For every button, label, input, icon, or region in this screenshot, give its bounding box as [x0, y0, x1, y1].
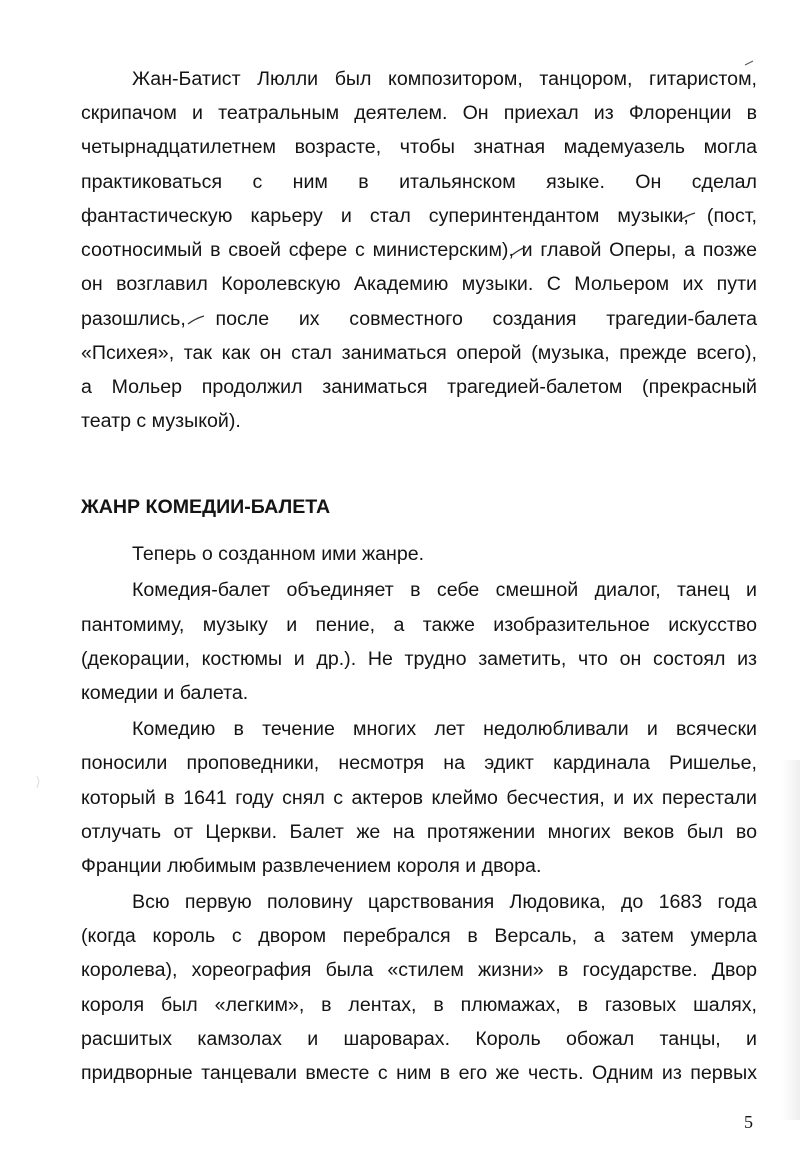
paragraph-3-line-3: (декорации, костюмы и др.). Не трудно заметить, что он состоял из [81, 648, 757, 670]
paragraph-5-line-4: короля был «легким», в лентах, в плюмажах, в газовых шалях, [81, 994, 757, 1016]
scan-edge-shadow [782, 760, 800, 1120]
paragraph-1-line-2: скрипачом и театральным деятелем. Он приехал из Флоренции в [81, 102, 757, 124]
paragraph-4-line-5: Франции любимым развлечением короля и двора. [81, 855, 542, 877]
paragraph-1-line-8: разошлись, после их совместного создания трагедии-балета [81, 308, 757, 330]
paragraph-5-line-5: расшитых камзолах и шароварах. Король обожал танцы, и [81, 1028, 757, 1050]
paragraph-4-line-3: который в 1641 году снял с актеров клеймо бесчестия, и их перестали [81, 787, 757, 809]
section-heading: ЖАНР КОМЕДИИ-БАЛЕТА [81, 496, 331, 518]
page-number: 5 [744, 1112, 753, 1132]
paragraph-4-line-4: отлучать от Церкви. Балет же на протяжении многих веков был во [81, 821, 757, 843]
paragraph-5-line-1: Всю первую половину царствования Людовика, до 1683 года [132, 891, 757, 913]
pen-tick-mark [744, 60, 754, 66]
paragraph-5-line-2: (когда король с двором перебрался в Версаль, а затем умерла [81, 925, 757, 947]
paragraph-3-line-4: комедии и балета. [81, 682, 249, 704]
paragraph-4-line-2: поносили проповедники, несмотря на эдикт кардинала Ришелье, [81, 752, 757, 774]
paragraph-1-line-10: а Мольер продолжил заниматься трагедией-балетом (прекрасный [81, 376, 757, 398]
paragraph-1-line-6: соотносимый в своей сфере с министерским), и главой Оперы, а позже [81, 239, 757, 261]
paragraph-1-line-1: Жан-Батист Люлли был композитором, танцором, гитаристом, [132, 68, 757, 90]
paragraph-3-line-2: пантомиму, музыку и пение, а также изобразительное искусство [81, 614, 757, 636]
pen-correction-mark [678, 211, 696, 223]
paragraph-5-line-3: королева), хореография была «стилем жизни» в государстве. Двор [81, 959, 757, 981]
paragraph-5-line-6: придворные танцевали вместе с ним в его же честь. Одним из первых [81, 1062, 757, 1084]
pen-correction-mark [187, 314, 205, 326]
paragraph-1-line-4: практиковаться с ним в итальянском языке. Он сделал [81, 171, 757, 193]
scan-speck [35, 775, 41, 789]
paragraph-1-line-3: четырнадцатилетнем возрасте, чтобы знатная мадемуазель могла [81, 136, 757, 158]
paragraph-1-line-7: он возглавил Королевскую Академию музыки. С Мольером их пути [81, 273, 757, 295]
paragraph-3-line-1: Комедия-балет объединяет в себе смешной диалог, танец и [132, 579, 757, 601]
paragraph-1-line-9: «Психея», так как он стал заниматься оперой (музыка, прежде всего), [81, 342, 757, 364]
paragraph-2-line-1: Теперь о созданном ими жанре. [132, 543, 425, 565]
paragraph-1-line-11: театр с музыкой). [81, 410, 241, 432]
paragraph-1-line-5: фантастическую карьеру и стал суперинтендантом музыки, (пост, [81, 205, 757, 227]
pen-correction-mark [511, 245, 527, 257]
paragraph-4-line-1: Комедию в течение многих лет недолюбливали и всячески [132, 718, 757, 740]
